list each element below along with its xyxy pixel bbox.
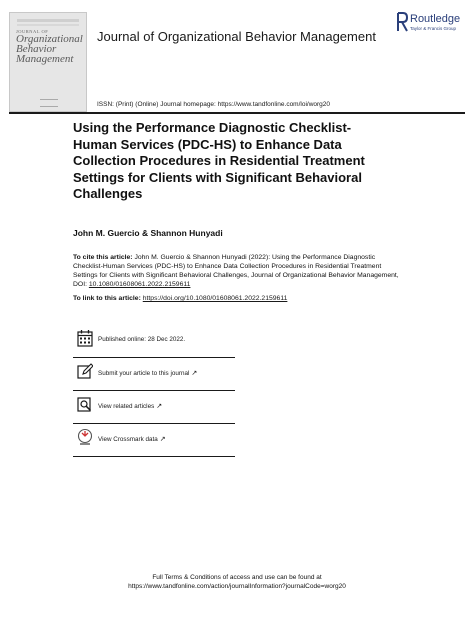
submit-article-label[interactable] [98, 369, 197, 377]
article-link-line [73, 295, 287, 302]
article-authors: John M. Guercio & Shannon Hunyadi [73, 228, 223, 238]
crossmark-text[interactable]: View Crossmark data [98, 436, 158, 443]
cover-second-strip [17, 24, 79, 26]
cover-title [16, 34, 86, 64]
cover-title-line3: Management [16, 53, 74, 65]
related-articles-label[interactable] [98, 402, 162, 410]
article-url-link[interactable]: https://doi.org/10.1080/01608061.2022.2159611 [142, 295, 288, 302]
cover-small-text: JOURNAL OF [16, 29, 49, 34]
submit-article-row[interactable] [73, 358, 235, 391]
routledge-logo-icon [396, 12, 408, 32]
external-link-icon: ↗ [191, 370, 198, 377]
terms-footer [0, 573, 474, 591]
article-title: Using the Performance Diagnostic Checklist-Human Services (PDC-HS) to Enhance Data Collection Procedures in Residential Treatment Settings for Clients with Significant Behavioral Challenges [73, 120, 365, 201]
crossmark-icon [77, 428, 93, 446]
publisher-logo [396, 12, 460, 36]
cover-title-line2: Behavior [16, 43, 57, 55]
cover-publisher-mark [40, 99, 58, 107]
issn-homepage-line[interactable]: ISSN: (Print) (Online) Journal homepage: https://www.tandfonline.com/loi/worg20 [97, 101, 331, 108]
publisher-name: Routledge [410, 13, 461, 25]
crossmark-row[interactable] [73, 424, 235, 457]
cover-top-strip [17, 19, 79, 22]
related-articles-icon [77, 395, 93, 413]
header-divider [9, 112, 465, 114]
footer-line1: Full Terms & Conditions of access and use can be found at [152, 574, 322, 581]
journal-name: Journal of Organizational Behavior Management [97, 29, 376, 44]
doi-link[interactable]: 10.1080/01608061.2022.2159611 [88, 281, 191, 289]
edit-icon [77, 362, 93, 380]
external-link-icon: ↗ [159, 436, 166, 443]
link-label: To link to this article: [73, 295, 143, 302]
external-link-icon: ↗ [156, 403, 163, 410]
cover-title-line1: Organizational [16, 33, 83, 45]
publisher-subtitle: Taylor & Francis Group [410, 26, 457, 31]
related-articles-text[interactable]: View related articles [98, 403, 155, 410]
published-online-label: Published online: 28 Dec 2022. [98, 336, 186, 343]
calendar-icon [77, 329, 93, 347]
submit-article-text[interactable]: Submit your article to this journal [98, 370, 190, 377]
journal-cover-thumbnail [9, 12, 87, 112]
cite-label: To cite this article: [73, 254, 133, 261]
citation-block [73, 253, 403, 289]
crossmark-label[interactable] [98, 435, 166, 443]
footer-terms-link[interactable]: https://www.tandfonline.com/action/journalInformation?journalCode=worg20 [128, 583, 346, 590]
published-online-row [73, 325, 235, 358]
article-actions-list [73, 325, 235, 457]
cite-text: John M. Guercio & Shannon Hunyadi (2022): Using the Performance Diagnostic Checklist-Human Services (PDC-HS) to Enhance Data Collection Procedures in Residential Treatment Settings for Clients with Significant Behavioral Challenges, Journal of Organizational Behavior Management, DOI: [73, 254, 399, 289]
related-articles-row[interactable] [73, 391, 235, 424]
